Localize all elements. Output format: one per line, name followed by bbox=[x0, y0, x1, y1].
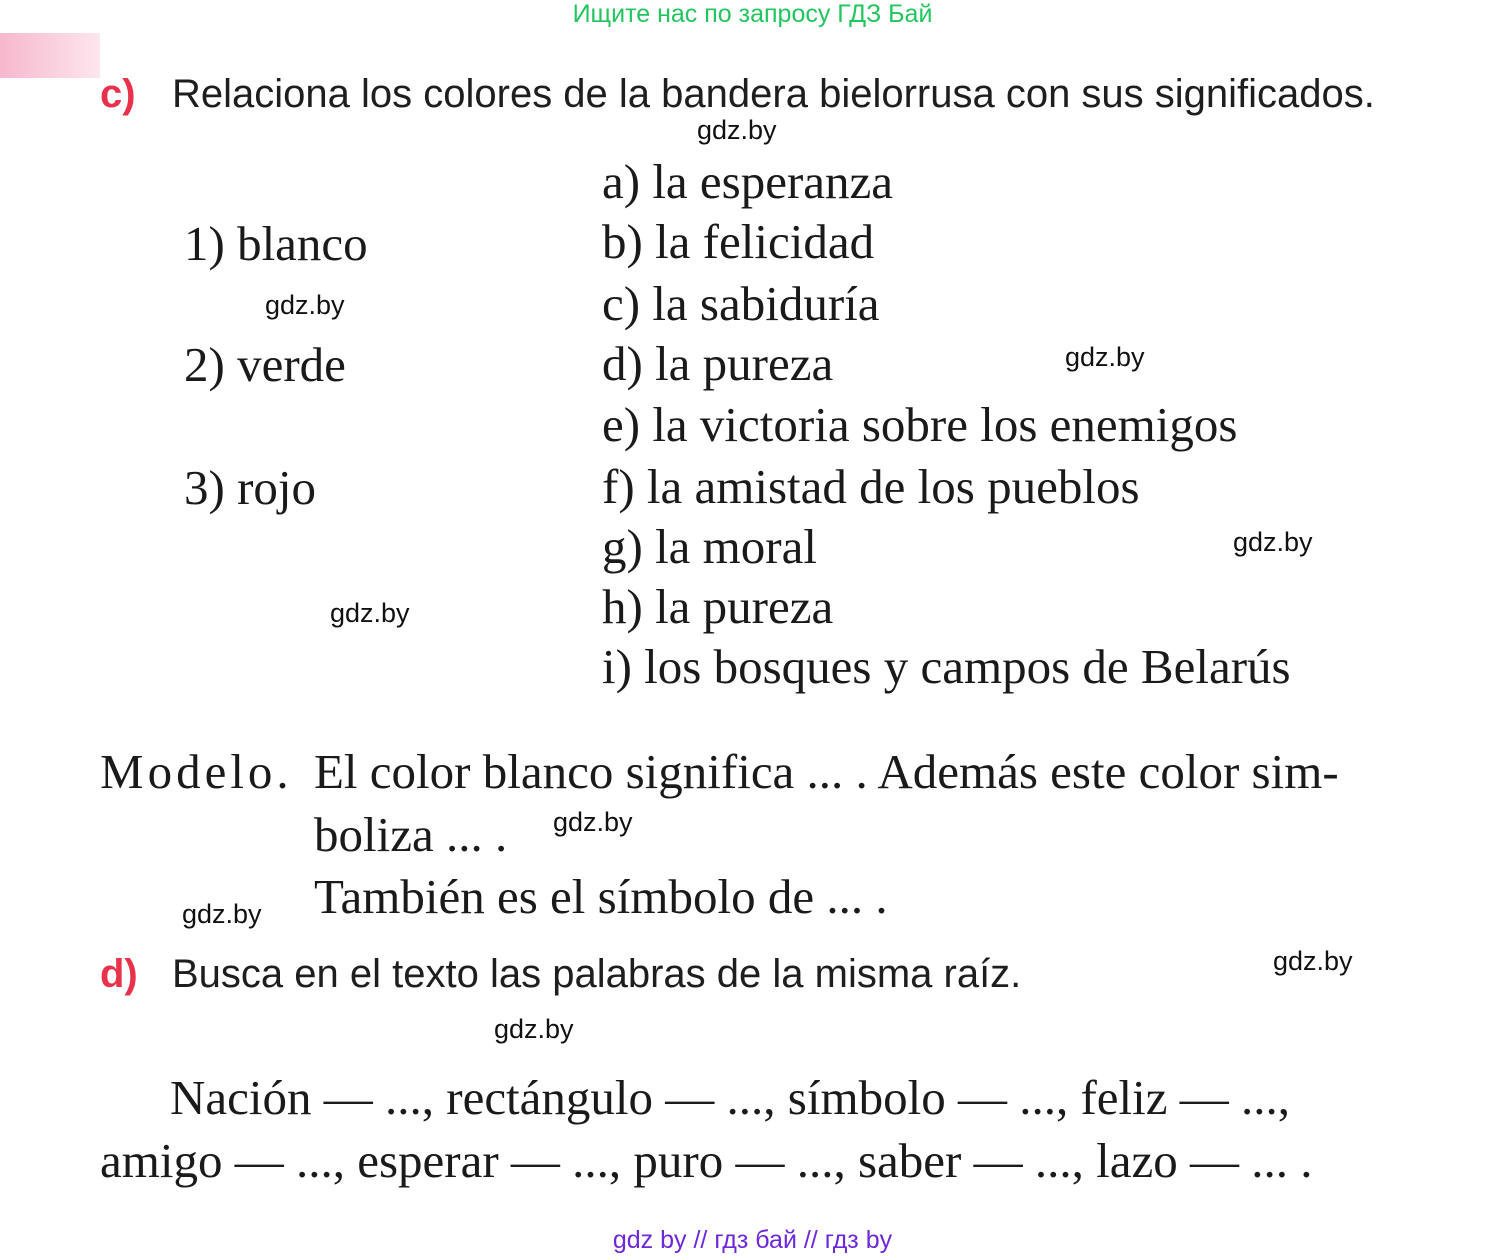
watermark: gdz.by bbox=[553, 807, 633, 837]
watermark: gdz.by bbox=[1233, 527, 1313, 557]
exercise-line: Nación — ..., rectángulo — ..., símbolo — ..., feliz — ..., bbox=[170, 1070, 1290, 1125]
meaning-item: c) la sabiduría bbox=[602, 276, 880, 331]
watermark: gdz.by bbox=[1065, 342, 1145, 372]
exercise-line: amigo — ..., esperar — ..., puro — ..., saber — ..., lazo — ... . bbox=[100, 1133, 1313, 1188]
meaning-item: a) la esperanza bbox=[602, 154, 894, 209]
footer-links: gdz by // гдз бай // гдз by bbox=[612, 1226, 893, 1254]
meaning-item: h) la pureza bbox=[602, 579, 834, 634]
watermark: gdz.by bbox=[330, 598, 410, 628]
color-item-rojo: 3) rojo bbox=[184, 460, 316, 515]
modelo-line: boliza ... . bbox=[314, 807, 508, 862]
watermark: gdz.by bbox=[265, 290, 345, 320]
modelo-line: El color blanco significa ... . Además este color sim- bbox=[314, 744, 1339, 799]
watermark: gdz.by bbox=[494, 1014, 574, 1044]
watermark: gdz.by bbox=[697, 115, 777, 145]
section-c-instruction: Relaciona los colores de la bandera bielorrusa con sus significados. bbox=[172, 72, 1375, 116]
meaning-item: i) los bosques y campos de Belarús bbox=[602, 639, 1291, 694]
section-d-letter: d) bbox=[100, 952, 138, 996]
color-item-blanco: 1) blanco bbox=[184, 216, 368, 271]
modelo-line: También es el símbolo de ... . bbox=[314, 869, 888, 924]
section-c-letter: c) bbox=[100, 72, 136, 116]
section-marker-tab bbox=[0, 33, 100, 78]
meaning-item: f) la amistad de los pueblos bbox=[602, 459, 1140, 514]
modelo-label: Modelo. bbox=[100, 744, 293, 799]
meaning-item: e) la victoria sobre los enemigos bbox=[602, 397, 1238, 452]
watermark: gdz.by bbox=[182, 899, 262, 929]
search-banner: Ищите нас по запросу ГДЗ Бай bbox=[572, 0, 933, 28]
meaning-item: b) la felicidad bbox=[602, 214, 875, 269]
color-item-verde: 2) verde bbox=[184, 337, 346, 392]
meaning-item: g) la moral bbox=[602, 519, 817, 574]
watermark: gdz.by bbox=[1273, 946, 1353, 976]
meaning-item: d) la pureza bbox=[602, 336, 834, 391]
section-d-instruction: Busca en el texto las palabras de la misma raíz. bbox=[172, 952, 1022, 996]
